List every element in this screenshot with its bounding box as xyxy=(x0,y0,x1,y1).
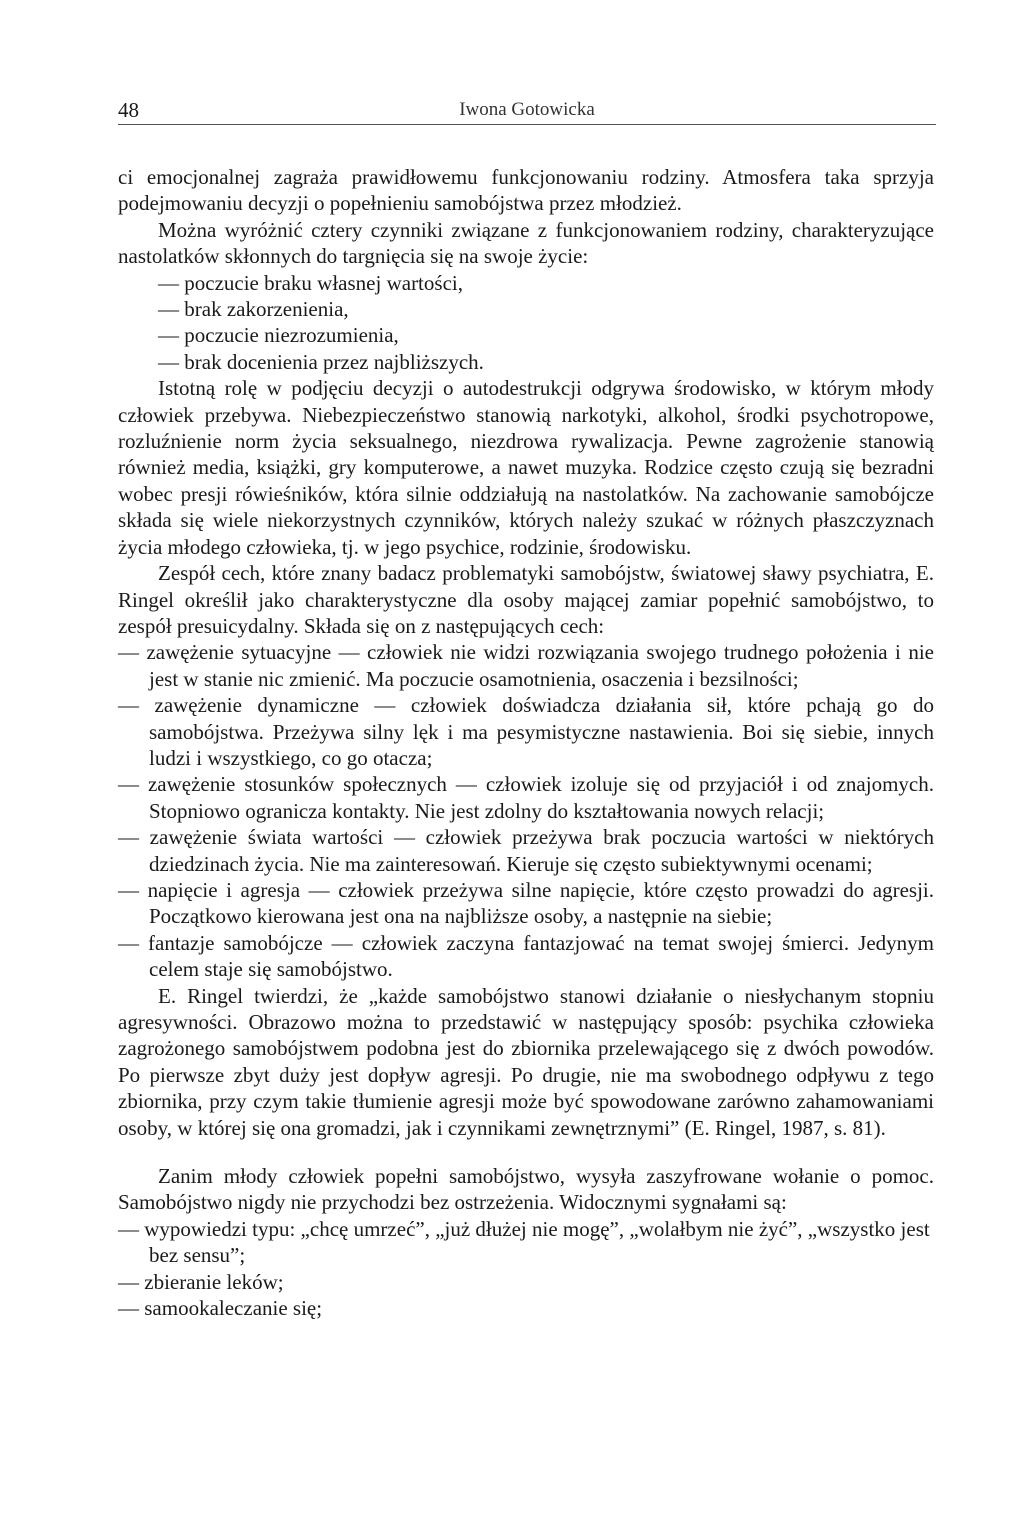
list-item: — zawężenie dynamiczne — człowiek doświadcza działania sił, które pchają go do samobójstwa. Przeżywa silny lęk i ma pesymistyczne nastawienia. Boi się siebie, innych ludzi i wszystkiego, co go otacza; xyxy=(118,693,934,770)
list-item: — napięcie i agresja — człowiek przeżywa silne napięcie, które często prowadzi do agresji. Początkowo kierowana jest ona na najbliższe osoby, a następnie na siebie; xyxy=(118,877,934,929)
paragraph-6: Zanim młody człowiek popełni samobójstwo, wysyła zaszyfrowane wołanie o pomoc. Samobójstwo nigdy nie przychodzi bez ostrzeżenia. Widocznymi sygnałami są: xyxy=(118,1164,934,1215)
list-item: — brak docenienia przez najbliższych. xyxy=(158,349,484,374)
list-item: — zawężenie świata wartości — człowiek przeżywa brak poczucia wartości w niektórych dziedzinach życia. Nie ma zainteresowań. Kieruje się często subiektywnymi ocenami; xyxy=(118,825,934,876)
list-item: — zawężenie stosunków społecznych — człowiek izoluje się od przyjaciół i od znajomych. Stopniowo ogranicza kontakty. Nie jest zdolny do kształtowania nowych relacji; xyxy=(118,772,934,823)
running-head xyxy=(118,96,936,125)
list-item: — poczucie braku własnej wartości, xyxy=(158,270,463,295)
list-item: — fantazje samobójcze — człowiek zaczyna fantazjować na temat swojej śmierci. Jedynym celem staje się samobójstwo. xyxy=(118,930,934,982)
paragraph-5: E. Ringel twierdzi, że „każde samobójstwo stanowi działanie o niesłychanym stopniu agresywności. Obrazowo można to przedstawić w następujący sposób: psychika człowieka zagrożonego samobójstwem podobna jest do zbiornika przelewającego się z dwóch powodów. Po pierwsze zbyt duży jest dopływ agresji. Po drugie, nie ma swobodnego odpływu z tego zbiornika, przy czym takie tłumienie agresji może być spowodowane zarówno zahamowaniami osoby, w której się ona gromadzi, jak i czynnikami zewnętrznymi” (E. Ringel, 1987, s. 81). xyxy=(118,983,934,1140)
list-item: — wypowiedzi typu: „chcę umrzeć”, „już dłużej nie mogę”, „wolałbym nie żyć”, „wszystko jest bez sensu”; xyxy=(118,1216,930,1268)
paragraph-4: Zespół cech, które znany badacz problematyki samobójstw, światowej sławy psychiatra, E. Ringel określił jako charakterystyczne dla osoby mającej zamiar popełnić samobójstwo, to zespół presuicydalny. Składa się on z następujących cech: xyxy=(118,561,934,638)
list-item: — brak zakorzenienia, xyxy=(158,297,349,322)
list-item: — poczucie niezrozumienia, xyxy=(158,323,399,348)
section-gap xyxy=(118,1141,934,1163)
running-head-author: Iwona Gotowicka xyxy=(459,99,595,120)
body-text xyxy=(118,164,934,1321)
list-item: — zbieranie leków; xyxy=(118,1269,284,1294)
warning-signals-list xyxy=(118,1216,934,1322)
page-number: 48 xyxy=(118,98,139,122)
list-item: — samookaleczanie się; xyxy=(118,1296,323,1321)
presuicidal-syndrome-list xyxy=(118,639,934,982)
paragraph-2: Można wyróżnić cztery czynniki związane z funkcjonowaniem rodziny, charakteryzujące nastolatków skłonnych do targnięcia się na swoje życie: xyxy=(118,217,934,269)
family-factors-list xyxy=(118,270,934,376)
list-item: — zawężenie sytuacyjne — człowiek nie widzi rozwiązania swojego trudnego położenia i nie jest w stanie nic zmienić. Ma poczucie osamotnienia, osaczenia i bezsilności; xyxy=(118,640,934,691)
paragraph-1: ci emocjonalnej zagraża prawidłowemu funkcjonowaniu rodziny. Atmosfera taka sprzyja podejmowaniu decyzji o popełnieniu samobójstwa przez młodzież. xyxy=(118,165,934,216)
paragraph-3: Istotną rolę w podjęciu decyzji o autodestrukcji odgrywa środowisko, w którym młody człowiek przebywa. Niebezpieczeństwo stanowią narkotyki, alkohol, środki psychotropowe, rozluźnienie norm życia seksualnego, niezdrowa rywalizacja. Pewne zagrożenie stanowią również media, książki, gry komputerowe, a nawet muzyka. Rodzice często czują się bezradni wobec presji rówieśników, która silnie oddziałują na nastolatków. Na zachowanie samobójcze składa się wiele niekorzystnych czynników, których należy szukać w różnych płaszczyznach życia młodego człowieka, tj. w jego psychice, rodzinie, środowisku. xyxy=(118,376,934,559)
